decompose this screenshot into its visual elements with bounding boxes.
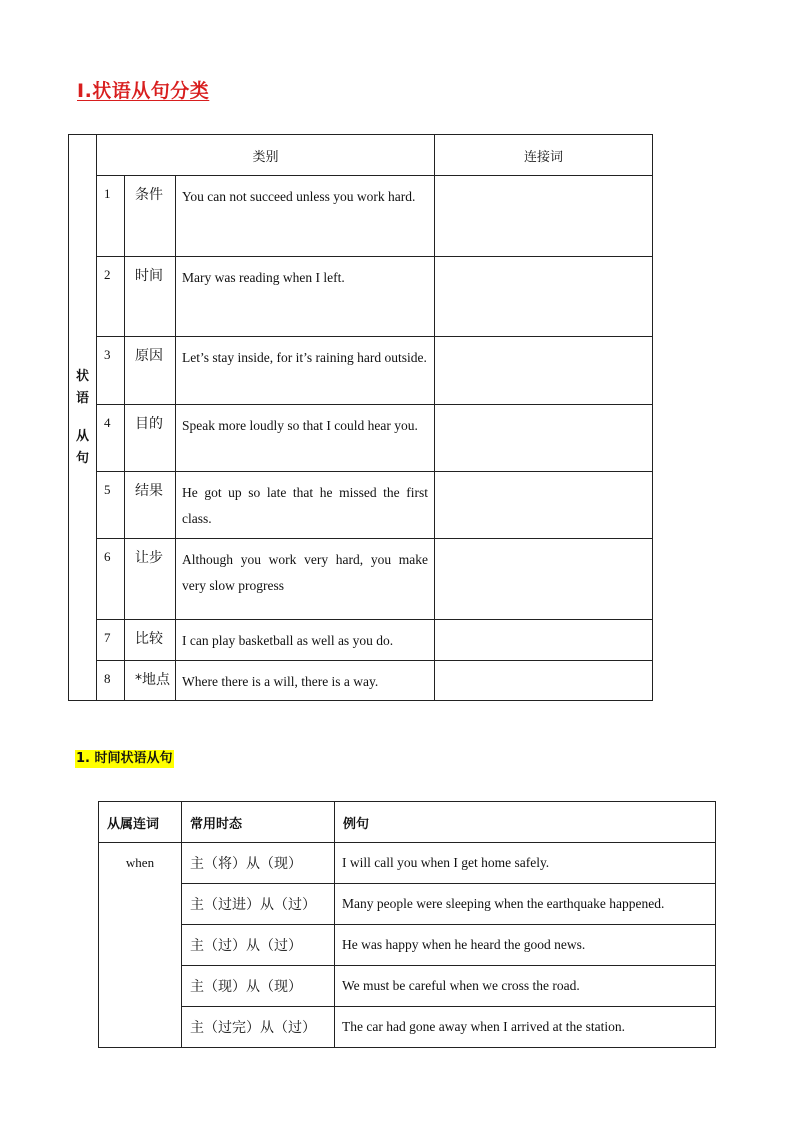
table-row: 5 结果 He got up so late that he missed the first class. bbox=[69, 472, 653, 539]
table-row: 2 时间 Mary was reading when I left. bbox=[69, 257, 653, 337]
header-category: 类别 bbox=[97, 135, 435, 176]
table-row: 主（过）从（过） He was happy when he heard the good news. bbox=[99, 925, 716, 966]
table-row: 3 原因 Let’s stay inside, for it’s raining hard outside. bbox=[69, 337, 653, 405]
table-row: 8 *地点 Where there is a will, there is a way. bbox=[69, 661, 653, 701]
table-row: when 主（将）从（现） I will call you when I get home safely. bbox=[99, 843, 716, 884]
connector-cell[interactable] bbox=[435, 176, 653, 257]
connector-cell[interactable] bbox=[435, 620, 653, 661]
header-connector: 连接词 bbox=[435, 135, 653, 176]
conjunction-cell: when bbox=[99, 843, 182, 1048]
table-row: 7 比较 I can play basketball as well as you do. bbox=[69, 620, 653, 661]
table-row: 4 目的 Speak more loudly so that I could hear you. bbox=[69, 405, 653, 472]
table-row: 6 让步 Although you work very hard, you make very slow progress bbox=[69, 539, 653, 620]
connector-cell[interactable] bbox=[435, 337, 653, 405]
connector-cell[interactable] bbox=[435, 257, 653, 337]
table-row: 主（过完）从（过） The car had gone away when I arrived at the station. bbox=[99, 1007, 716, 1048]
time-clause-table bbox=[98, 801, 716, 1048]
header-conjunction: 从属连词 bbox=[99, 802, 182, 843]
table-header-row bbox=[99, 802, 716, 843]
header-example: 例句 bbox=[335, 802, 716, 843]
table-row: 主（过进）从（过） Many people were sleeping when the earthquake happened. bbox=[99, 884, 716, 925]
table-row: 1 条件 You can not succeed unless you work hard. bbox=[69, 176, 653, 257]
section-heading: 1. 时间状语从句 bbox=[76, 751, 173, 766]
connector-cell[interactable] bbox=[435, 405, 653, 472]
clause-classification-table bbox=[68, 134, 653, 701]
connector-cell[interactable] bbox=[435, 661, 653, 701]
table-row: 主（现）从（现） We must be careful when we cross the road. bbox=[99, 966, 716, 1007]
page-title: Ⅰ.状语从句分类 bbox=[77, 80, 210, 102]
connector-cell[interactable] bbox=[435, 539, 653, 620]
side-label: 状 语 从 句 bbox=[69, 135, 97, 701]
connector-cell[interactable] bbox=[435, 472, 653, 539]
header-tense: 常用时态 bbox=[182, 802, 335, 843]
